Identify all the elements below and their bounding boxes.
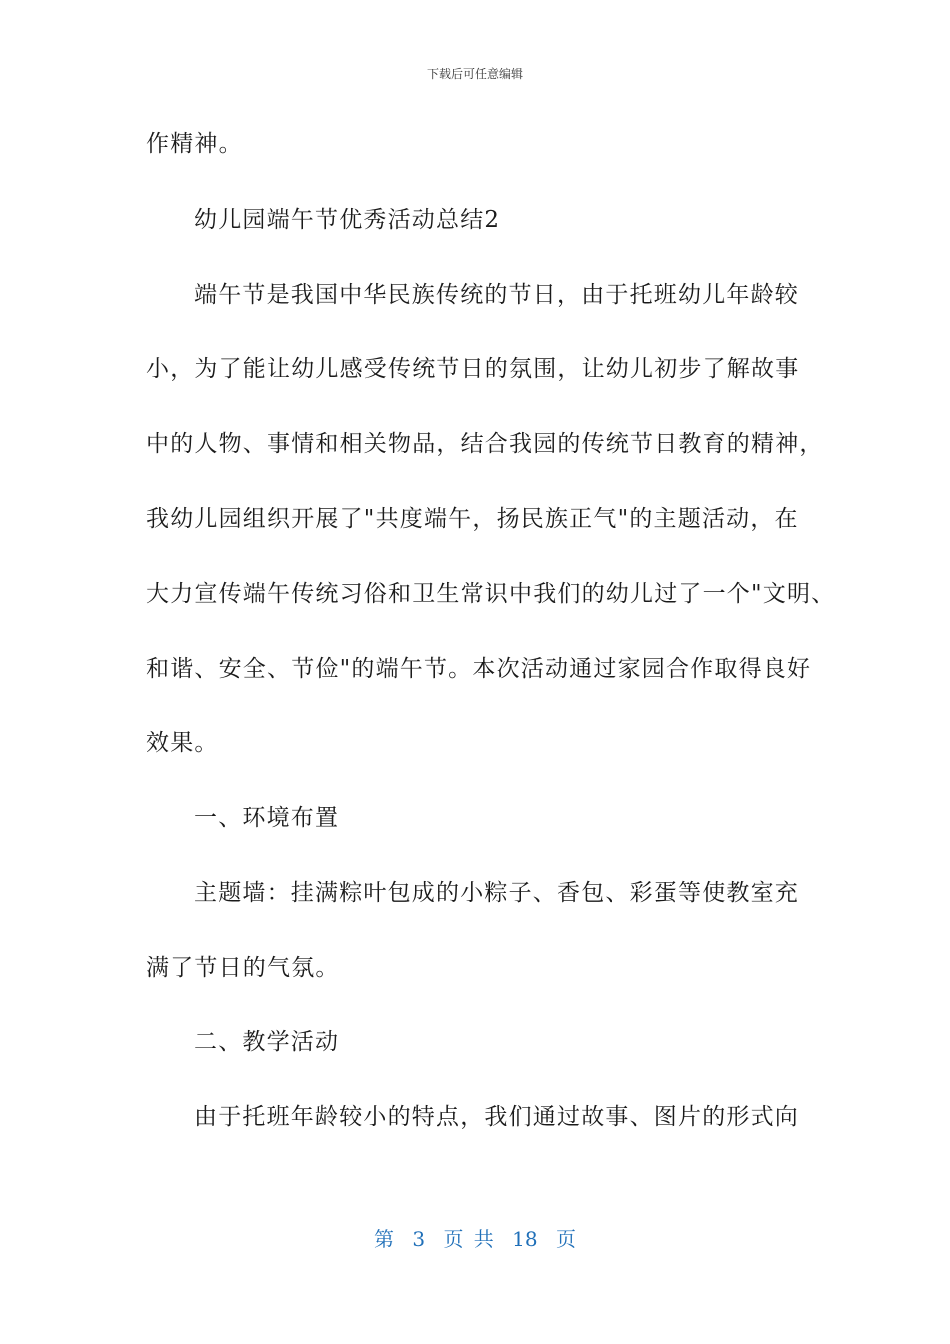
- text-line: 大力宣传端午传统习俗和卫生常识中我们的幼儿过了一个"文明、: [146, 581, 836, 607]
- text-line: 主题墙：挂满粽叶包成的小粽子、香包、彩蛋等使教室充: [194, 880, 799, 906]
- total-page-count: 18: [512, 1227, 538, 1251]
- text-line: 和谐、安全、节俭"的端午节。本次活动通过家园合作取得良好: [146, 656, 812, 682]
- footer-mid: 页 共: [443, 1227, 494, 1251]
- current-page-number: 3: [412, 1227, 426, 1251]
- subheading: 一、环境布置: [194, 805, 340, 831]
- text-line: 端午节是我国中华民族传统的节日，由于托班幼儿年龄较: [194, 282, 799, 308]
- text-line: 作精神。: [146, 131, 243, 157]
- text-line: 效果。: [146, 730, 219, 756]
- text-line: 中的人物、事情和相关物品，结合我园的传统节日教育的精神，: [146, 431, 824, 457]
- page-header: 下载后可任意编辑: [426, 67, 523, 81]
- text-line: 由于托班年龄较小的特点，我们通过故事、图片的形式向: [194, 1104, 799, 1130]
- footer-prefix: 第: [374, 1227, 394, 1251]
- text-line: 小，为了能让幼儿感受传统节日的氛围，让幼儿初步了解故事: [146, 356, 800, 382]
- text-line: 我幼儿园组织开展了"共度端午，扬民族正气"的主题活动，在: [146, 506, 799, 532]
- text-line: 满了节日的气氛。: [146, 955, 340, 981]
- footer-suffix: 页: [555, 1227, 576, 1251]
- page-footer: [0, 1225, 950, 1253]
- section-title: 幼儿园端午节优秀活动总结2: [194, 207, 501, 233]
- subheading: 二、教学活动: [194, 1029, 340, 1055]
